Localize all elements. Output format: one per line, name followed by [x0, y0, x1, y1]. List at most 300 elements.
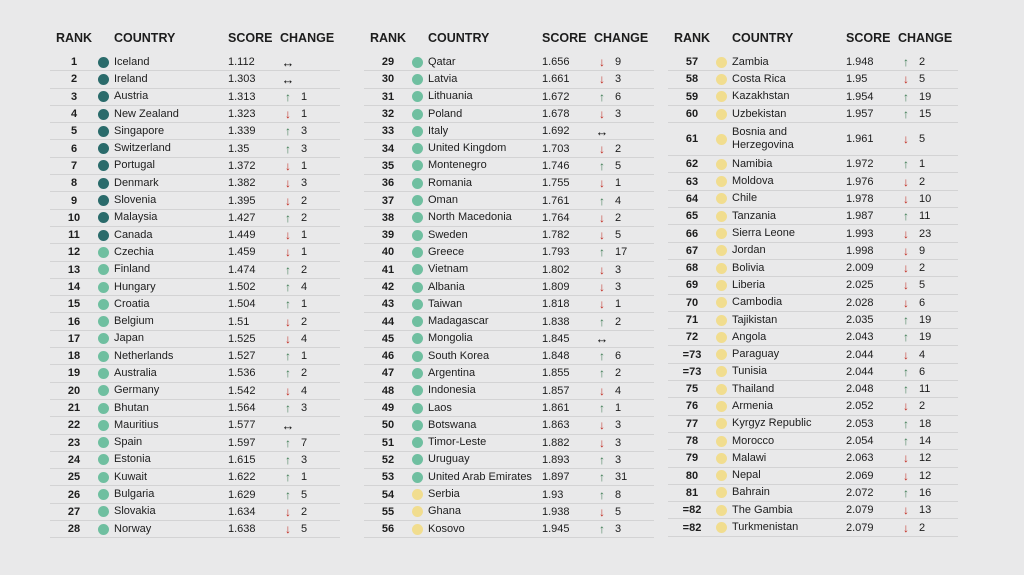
rank-cell: 11: [68, 229, 80, 242]
arrow-up-icon: ↑: [599, 452, 605, 467]
rank-cell: 31: [381, 90, 395, 103]
change-value: 3: [301, 453, 308, 466]
tier-dot-cell: [412, 437, 428, 448]
change-value: 6: [615, 90, 622, 103]
tier-dot-cell: [716, 193, 732, 204]
score-cell: 1.893: [542, 453, 570, 466]
tier-dot-cell: [412, 109, 428, 120]
change-cell: [280, 107, 340, 121]
tier-dot-cell: [412, 333, 428, 344]
table-row: [50, 244, 340, 261]
table-row: [50, 123, 340, 140]
rank-cell: 34: [381, 142, 395, 155]
tier-dot: [412, 74, 423, 85]
tier-dot: [412, 299, 423, 310]
tier-dot: [716, 245, 727, 256]
rank-cell: 77: [685, 417, 699, 430]
change-value: 5: [615, 505, 622, 518]
score-cell: 1.857: [542, 384, 570, 397]
tier-dot: [98, 454, 109, 465]
table-row: [668, 260, 958, 277]
score-cell: 1.502: [228, 281, 256, 293]
table-row: [50, 106, 340, 123]
tier-dot-cell: [98, 506, 114, 517]
change-cell: [280, 384, 340, 398]
country-cell: Hungary: [114, 280, 156, 293]
table-row: [50, 331, 340, 348]
table-row: [50, 54, 340, 71]
country-cell: Armenia: [732, 399, 773, 412]
tier-dot: [98, 126, 109, 137]
table-row: [364, 365, 654, 382]
tier-dot-cell: [412, 91, 428, 102]
change-cell: [280, 245, 340, 259]
tier-dot-cell: [412, 454, 428, 465]
change-value: 2: [615, 315, 622, 328]
change-value: 3: [301, 402, 308, 415]
country-cell: Bahrain: [732, 486, 770, 499]
arrow-down-icon: ↓: [903, 399, 909, 414]
arrow-up-icon: ↑: [285, 452, 291, 467]
arrow-up-icon: ↑: [285, 470, 291, 485]
country-cell: Romania: [428, 176, 473, 189]
tier-dot-cell: [412, 57, 428, 68]
rank-cell: 27: [67, 505, 81, 518]
tier-dot-cell: [412, 126, 428, 137]
arrow-down-icon: ↓: [903, 468, 909, 483]
table-row: [668, 364, 958, 381]
score-cell: 1.848: [542, 350, 570, 363]
change-value: 2: [301, 315, 308, 328]
table-row: [668, 225, 958, 242]
change-value: 19: [919, 314, 932, 326]
table-row: [50, 140, 340, 157]
rank-cell: 43: [381, 298, 395, 311]
arrow-down-icon: ↓: [903, 243, 909, 258]
country-cell: Namibia: [732, 157, 773, 170]
rank-cell: 3: [70, 90, 78, 103]
country-cell: Tajikistan: [732, 313, 778, 326]
change-value: 3: [615, 436, 622, 449]
change-value: 4: [301, 384, 308, 397]
change-value: 12: [919, 469, 932, 482]
change-cell: [898, 261, 958, 275]
tier-dot: [716, 280, 727, 291]
table-row: [668, 54, 958, 71]
tier-dot: [412, 420, 423, 431]
tier-dot: [98, 178, 109, 189]
header-change: CHANGE: [594, 31, 649, 45]
tier-dot: [412, 91, 423, 102]
change-value: 3: [301, 177, 308, 190]
arrow-down-icon: ↓: [599, 210, 605, 225]
arrow-down-icon: ↓: [285, 314, 291, 329]
rank-cell: 6: [70, 142, 78, 155]
score-cell: 1.938: [542, 505, 570, 518]
table-row: [364, 123, 654, 140]
tier-dot-cell: [98, 524, 114, 535]
change-value: 5: [301, 523, 308, 536]
score-cell: 1.577: [228, 419, 256, 432]
change-value: 5: [919, 73, 926, 86]
rank-cell: 29: [381, 56, 395, 69]
table-row: [668, 468, 958, 485]
tier-dot-cell: [98, 74, 114, 85]
arrow-down-icon: ↓: [285, 504, 291, 519]
tier-dot: [412, 489, 423, 500]
table-row: [364, 192, 654, 209]
arrow-down-icon: ↓: [285, 383, 291, 398]
country-cell: Morocco: [732, 434, 775, 447]
score-cell: 1.692: [542, 125, 570, 138]
arrow-up-icon: ↑: [285, 210, 291, 225]
change-cell: [594, 176, 654, 190]
change-value: 1: [615, 402, 622, 415]
score-cell: 1.957: [846, 108, 874, 121]
change-cell: [594, 331, 654, 346]
country-cell: Madagascar: [428, 315, 489, 328]
rank-cell: 19: [67, 367, 81, 380]
change-cell: [280, 124, 340, 138]
rank-cell: 44: [381, 315, 395, 328]
table-row: [364, 331, 654, 348]
change-cell: [280, 176, 340, 190]
country-cell: Angola: [732, 330, 767, 343]
score-cell: 1.802: [542, 263, 570, 276]
arrow-left-right-icon: ↔: [281, 417, 295, 433]
change-cell: [898, 503, 958, 517]
change-cell: [280, 418, 340, 433]
change-value: 2: [615, 367, 622, 380]
country-cell: Mongolia: [428, 332, 473, 345]
change-cell: [280, 142, 340, 156]
table-row: [668, 277, 958, 294]
tier-dot-cell: [98, 247, 114, 258]
tier-dot: [412, 230, 423, 241]
tier-dot-cell: [98, 91, 114, 102]
score-cell: 1.504: [228, 298, 256, 311]
header-change: CHANGE: [898, 31, 953, 45]
rank-cell: 16: [67, 315, 81, 328]
country-cell: Turkmenistan: [732, 521, 799, 534]
rank-cell: 26: [67, 488, 81, 501]
arrow-down-icon: ↓: [903, 226, 909, 241]
score-cell: 1.755: [542, 177, 570, 190]
rank-cell: =82: [682, 521, 702, 534]
change-cell: [594, 211, 654, 225]
change-value: 9: [615, 56, 622, 69]
change-cell: [898, 107, 958, 121]
change-cell: [594, 194, 654, 208]
country-cell: Qatar: [428, 55, 456, 68]
country-cell: Paraguay: [732, 348, 780, 361]
header-score: SCORE: [228, 31, 273, 45]
change-cell: [280, 366, 340, 380]
table-row: [668, 346, 958, 363]
arrow-up-icon: ↑: [285, 487, 291, 502]
change-cell: [594, 263, 654, 277]
tier-dot: [716, 176, 727, 187]
tier-dot-cell: [98, 160, 114, 171]
table-row: [668, 416, 958, 433]
tier-dot: [412, 178, 423, 189]
change-cell: [594, 159, 654, 173]
change-value: 1: [301, 246, 308, 259]
tier-dot-cell: [716, 57, 732, 68]
tier-dot-cell: [412, 247, 428, 258]
tier-dot-cell: [716, 263, 732, 274]
tier-dot-cell: [98, 420, 114, 431]
table-column-2: [364, 28, 654, 538]
country-cell: Bolivia: [732, 261, 765, 274]
rank-cell: 67: [685, 244, 699, 257]
rank-cell: 28: [67, 523, 81, 536]
table-row: [668, 71, 958, 88]
table-row: [364, 244, 654, 261]
rank-cell: 47: [381, 367, 395, 380]
country-cell: Australia: [114, 366, 157, 379]
score-cell: 1.656: [542, 56, 570, 69]
tier-dot: [98, 437, 109, 448]
score-cell: 1.976: [846, 175, 874, 188]
tier-dot: [716, 453, 727, 464]
arrow-down-icon: ↓: [903, 132, 909, 147]
arrow-down-icon: ↓: [903, 347, 909, 362]
country-cell: Iceland: [114, 55, 150, 68]
rank-cell: 33: [381, 125, 395, 138]
rank-cell: 51: [381, 436, 395, 449]
country-cell: Denmark: [114, 176, 159, 189]
arrow-down-icon: ↓: [599, 55, 605, 70]
score-cell: 1.863: [542, 419, 570, 432]
score-cell: 1.661: [542, 73, 570, 86]
arrow-up-icon: ↑: [599, 193, 605, 208]
table-row: [364, 89, 654, 106]
score-cell: 1.372: [228, 159, 256, 172]
tier-dot-cell: [716, 159, 732, 170]
tier-dot: [412, 126, 423, 137]
arrow-up-icon: ↑: [903, 434, 909, 449]
tier-dot-cell: [412, 506, 428, 517]
tier-dot: [98, 160, 109, 171]
change-cell: [280, 470, 340, 484]
table-row: [668, 123, 958, 156]
rank-cell: 18: [67, 350, 81, 363]
tier-dot: [716, 436, 727, 447]
change-value: 5: [301, 488, 308, 501]
arrow-down-icon: ↓: [285, 176, 291, 191]
score-cell: 2.079: [846, 504, 874, 517]
change-cell: [594, 453, 654, 467]
tier-dot: [412, 472, 423, 483]
change-value: 15: [919, 108, 932, 121]
header-rank: RANK: [369, 31, 407, 45]
rank-cell: 42: [381, 281, 395, 293]
tier-dot: [98, 351, 109, 362]
tier-dot: [412, 160, 423, 171]
score-cell: 2.079: [846, 521, 874, 534]
table-row: [364, 279, 654, 296]
change-value: 12: [919, 452, 932, 465]
score-cell: 1.95: [846, 73, 868, 86]
tier-dot: [412, 247, 423, 258]
header-country: COUNTRY: [114, 30, 176, 45]
change-cell: [594, 142, 654, 156]
change-cell: [594, 228, 654, 242]
tier-dot: [98, 91, 109, 102]
rank-cell: 13: [67, 263, 81, 276]
score-cell: 2.025: [846, 279, 874, 292]
header-country: COUNTRY: [732, 30, 794, 45]
rank-cell: 78: [685, 435, 699, 448]
tier-dot-cell: [716, 134, 732, 145]
country-cell: Laos: [428, 401, 452, 414]
score-cell: 1.818: [542, 298, 570, 311]
tier-dot: [98, 282, 109, 293]
table-row: [50, 262, 340, 279]
table-row: [668, 502, 958, 519]
tier-dot: [98, 57, 109, 68]
tier-dot-cell: [716, 211, 732, 222]
change-cell: [280, 194, 340, 208]
arrow-up-icon: ↑: [285, 297, 291, 312]
table-row: [668, 312, 958, 329]
arrow-up-icon: ↑: [903, 485, 909, 500]
score-cell: 1.527: [228, 350, 256, 363]
tier-dot-cell: [716, 280, 732, 291]
rank-cell: 76: [685, 400, 699, 413]
change-cell: [280, 436, 340, 450]
table-row: [668, 295, 958, 312]
arrow-down-icon: ↓: [599, 435, 605, 450]
score-cell: 1.978: [846, 192, 874, 205]
country-cell: Croatia: [114, 297, 150, 310]
tier-dot: [716, 470, 727, 481]
table-row: [50, 521, 340, 538]
country-cell: Spain: [114, 436, 143, 449]
country-cell: Indonesia: [428, 384, 476, 397]
arrow-up-icon: ↑: [285, 401, 291, 416]
tier-dot: [716, 297, 727, 308]
change-cell: [898, 417, 958, 431]
country-cell: Slovenia: [114, 194, 157, 207]
table-row: [668, 89, 958, 106]
tier-dot-cell: [98, 282, 114, 293]
score-cell: 2.054: [846, 435, 874, 448]
change-value: 14: [919, 435, 932, 448]
score-cell: 1.615: [228, 453, 256, 466]
change-value: 3: [301, 142, 308, 155]
score-cell: 2.028: [846, 296, 874, 309]
score-cell: 1.474: [228, 263, 256, 276]
change-cell: [594, 55, 654, 69]
tier-dot: [412, 368, 423, 379]
change-cell: [594, 470, 654, 484]
arrow-down-icon: ↓: [903, 174, 909, 189]
rank-cell: 25: [67, 471, 81, 484]
score-cell: 1.838: [542, 315, 570, 328]
change-value: 19: [919, 90, 932, 103]
tier-dot: [412, 316, 423, 327]
country-cell: Argentina: [428, 366, 476, 379]
header-rank: RANK: [55, 31, 93, 45]
tier-dot: [716, 91, 727, 102]
change-value: 2: [301, 505, 308, 518]
country-cell: Singapore: [114, 124, 165, 137]
header-change: CHANGE: [280, 31, 335, 45]
score-cell: 1.395: [228, 194, 256, 207]
country-cell: Canada: [114, 228, 153, 241]
tier-dot: [412, 282, 423, 293]
table-row: [50, 452, 340, 469]
score-cell: 1.809: [542, 281, 570, 293]
rank-cell: 53: [381, 471, 395, 484]
score-cell: 1.459: [228, 246, 256, 259]
tier-dot-cell: [98, 403, 114, 414]
tier-dot: [716, 134, 727, 145]
country-cell: Malaysia: [114, 211, 158, 224]
change-cell: [898, 192, 958, 206]
change-value: 4: [919, 348, 926, 361]
rank-cell: 81: [685, 486, 699, 499]
tier-dot-cell: [716, 436, 732, 447]
tier-dot: [716, 109, 727, 120]
arrow-left-right-icon: ↔: [595, 123, 609, 139]
change-value: 5: [615, 229, 622, 242]
change-value: 5: [919, 133, 926, 146]
tier-dot: [716, 57, 727, 68]
country-cell: Japan: [114, 332, 144, 345]
change-cell: [898, 72, 958, 86]
score-cell: 1.782: [542, 229, 570, 242]
tier-dot: [412, 143, 423, 154]
rank-cell: 55: [381, 505, 395, 518]
change-cell: [898, 399, 958, 413]
score-cell: 1.882: [542, 436, 570, 449]
arrow-up-icon: ↑: [285, 349, 291, 364]
score-cell: 2.063: [846, 452, 874, 465]
score-cell: 1.323: [228, 108, 256, 121]
country-cell: Switzerland: [114, 142, 171, 155]
tier-dot-cell: [716, 109, 732, 120]
rank-cell: 72: [685, 331, 699, 344]
arrow-down-icon: ↓: [903, 278, 909, 293]
table-row: [364, 504, 654, 521]
change-value: 23: [919, 227, 932, 240]
tier-dot-cell: [98, 437, 114, 448]
change-cell: [280, 488, 340, 502]
score-cell: 1.678: [542, 108, 570, 121]
tier-dot: [98, 195, 109, 206]
rank-cell: 58: [685, 73, 699, 86]
score-cell: 1.634: [228, 505, 256, 518]
arrow-down-icon: ↓: [903, 261, 909, 276]
change-cell: [898, 365, 958, 379]
arrow-up-icon: ↑: [599, 522, 605, 537]
table-row: [50, 227, 340, 244]
country-cell: Belgium: [114, 315, 154, 328]
tier-dot-cell: [98, 316, 114, 327]
change-value: 2: [301, 211, 308, 224]
rank-cell: 30: [381, 73, 395, 86]
score-cell: 1.672: [542, 90, 570, 103]
country-cell: Thailand: [732, 382, 775, 395]
tier-dot-cell: [98, 351, 114, 362]
arrow-up-icon: ↑: [599, 366, 605, 381]
table-row: [50, 400, 340, 417]
arrow-down-icon: ↓: [599, 504, 605, 519]
change-cell: [594, 488, 654, 502]
